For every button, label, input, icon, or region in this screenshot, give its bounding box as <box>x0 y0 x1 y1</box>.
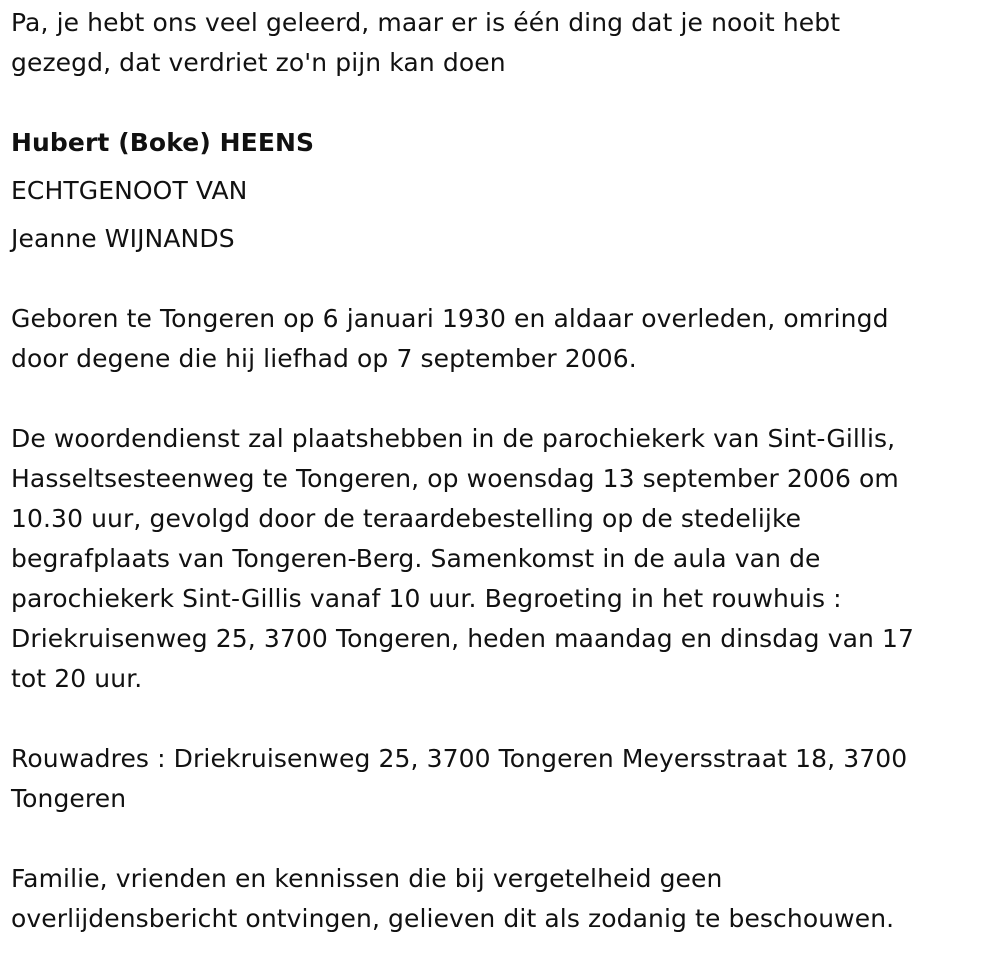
mourning-address-paragraph <box>11 739 971 819</box>
closing-note-line-1: Familie, vrienden en kennissen die bij vergetelheid geen <box>11 864 723 893</box>
spacer <box>11 379 1000 419</box>
birth-death-line-1: Geboren te Tongeren op 6 januari 1930 en aldaar overleden, omringd <box>11 304 889 333</box>
service-line: Hasseltsesteenweg te Tongeren, op woensdag 13 september 2006 om <box>11 464 899 493</box>
relation-label: ECHTGENOOT VAN <box>11 176 248 205</box>
service-paragraph <box>11 419 971 699</box>
spouse-name: Jeanne WIJNANDS <box>11 224 235 253</box>
service-line: Driekruisenweg 25, 3700 Tongeren, heden maandag en dinsdag van 17 <box>11 624 915 653</box>
service-line: 10.30 uur, gevolgd door de teraardebestelling op de stedelijke <box>11 504 802 533</box>
closing-note-line-2: overlijdensbericht ontvingen, gelieven dit als zodanig te beschouwen. <box>11 904 895 933</box>
service-line: tot 20 uur. <box>11 664 143 693</box>
mourning-address-line-1: Rouwadres : Driekruisenweg 25, 3700 Tongeren Meyersstraat 18, 3700 <box>11 744 908 773</box>
birth-death-paragraph <box>11 299 971 379</box>
spacer <box>11 819 1000 859</box>
spacer <box>11 699 1000 739</box>
closing-note-paragraph <box>11 859 971 939</box>
spacer <box>11 259 1000 299</box>
service-line: begrafplaats van Tongeren-Berg. Samenkomst in de aula van de <box>11 544 821 573</box>
opening-quote-line-2: gezegd, dat verdriet zo'n pijn kan doen <box>11 48 506 77</box>
service-line: De woordendienst zal plaatshebben in de parochiekerk van Sint-Gillis, <box>11 424 896 453</box>
deceased-name: Hubert (Boke) HEENS <box>11 128 315 157</box>
service-line: parochiekerk Sint-Gillis vanaf 10 uur. Begroeting in het rouwhuis : <box>11 584 842 613</box>
opening-quote <box>11 3 971 83</box>
spacer <box>11 211 1000 219</box>
spacer <box>11 163 1000 171</box>
birth-death-line-2: door degene die hij liefhad op 7 september 2006. <box>11 344 637 373</box>
mourning-address-line-2: Tongeren <box>11 784 127 813</box>
spacer <box>11 83 1000 123</box>
opening-quote-line-1: Pa, je hebt ons veel geleerd, maar er is één ding dat je nooit hebt <box>11 8 841 37</box>
